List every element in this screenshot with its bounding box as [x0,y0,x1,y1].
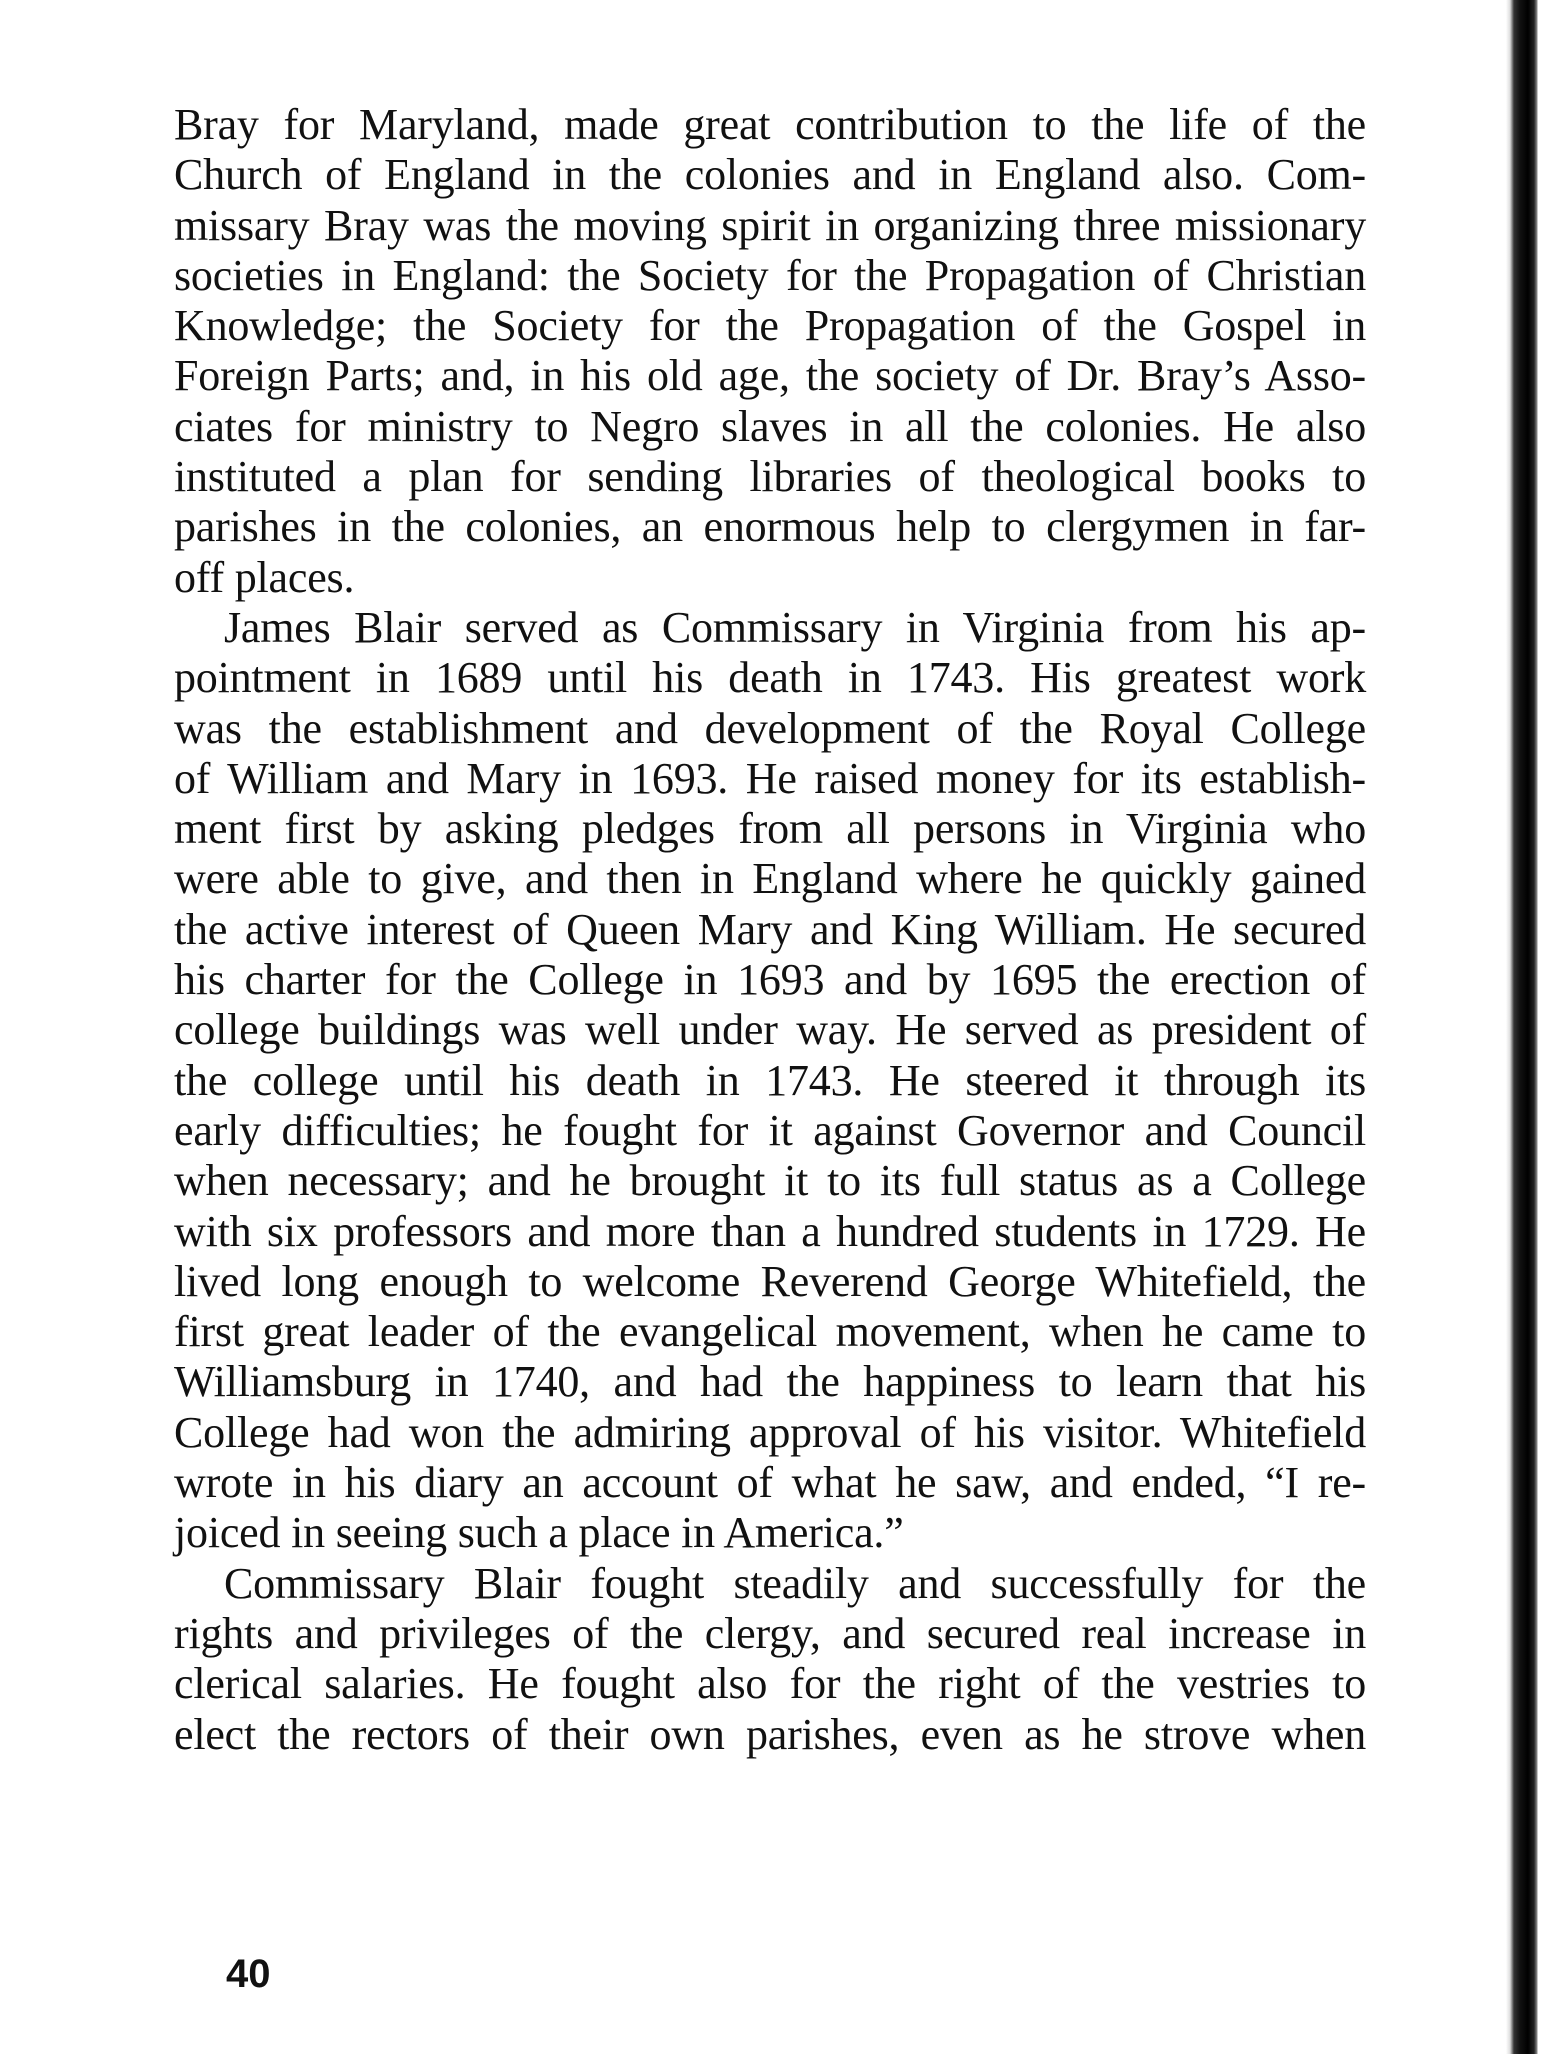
text-line: when necessary; and he brought it to its full status as a College [174,1156,1366,1206]
text-line: Commissary Blair fought steadily and successfully for the [224,1558,1366,1608]
paragraph [174,1559,1366,1760]
text-line: with six professors and more than a hundred students in 1729. He [174,1206,1366,1256]
text-line: Church of England in the colonies and in England also. Com- [174,150,1366,200]
text-line: clerical salaries. He fought also for the right of the vestries to [174,1659,1366,1709]
text-line: instituted a plan for sending libraries of theological books to [174,452,1366,502]
page-body [174,100,1366,1760]
paragraph [174,100,1366,603]
text-line: the college until his death in 1743. He steered it through its [174,1055,1366,1105]
text-line: of William and Mary in 1693. He raised money for its establish- [174,753,1366,803]
text-line: elect the rectors of their own parishes, even as he strove when [174,1709,1366,1759]
text-line: parishes in the colonies, an enormous help to clergymen in far- [174,502,1366,552]
text-line: was the establishment and development of the Royal College [174,703,1366,753]
text-line: joiced in seeing such a place in America.” [174,1508,904,1558]
text-line: missary Bray was the moving spirit in organizing three missionary [174,200,1366,250]
book-binding-edge [1506,0,1538,2054]
text-line: college buildings was well under way. He served as president of [174,1005,1366,1055]
text-line: Knowledge; the Society for the Propagation of the Gospel in [174,301,1366,351]
page-number: 40 [226,1952,271,1996]
text-line: off places. [174,552,355,602]
text-line: James Blair served as Commissary in Virginia from his ap- [224,602,1366,652]
text-line: the active interest of Queen Mary and King William. He secured [174,904,1366,954]
text-line: pointment in 1689 until his death in 1743. His greatest work [174,653,1366,703]
text-line: Foreign Parts; and, in his old age, the society of Dr. Bray’s Asso- [174,351,1366,401]
text-line: societies in England: the Society for the Propagation of Christian [174,250,1366,300]
text-line: College had won the admiring approval of his visitor. Whitefield [174,1407,1366,1457]
text-line: Williamsburg in 1740, and had the happiness to learn that his [174,1357,1366,1407]
text-line: lived long enough to welcome Reverend George Whitefield, the [174,1256,1366,1306]
text-line: rights and privileges of the clergy, and secured real increase in [174,1608,1366,1658]
text-line: ment first by asking pledges from all persons in Virginia who [174,804,1366,854]
text-line: his charter for the College in 1693 and by 1695 the erection of [174,955,1366,1005]
text-line: ciates for ministry to Negro slaves in all the colonies. He also [174,401,1366,451]
text-line: early difficulties; he fought for it against Governor and Council [174,1105,1366,1155]
paragraph [174,603,1366,1559]
text-line: were able to give, and then in England where he quickly gained [174,854,1366,904]
text-line: first great leader of the evangelical movement, when he came to [174,1307,1366,1357]
text-line: Bray for Maryland, made great contribution to the life of the [174,100,1366,149]
text-line: wrote in his diary an account of what he saw, and ended, “I re- [174,1458,1366,1508]
